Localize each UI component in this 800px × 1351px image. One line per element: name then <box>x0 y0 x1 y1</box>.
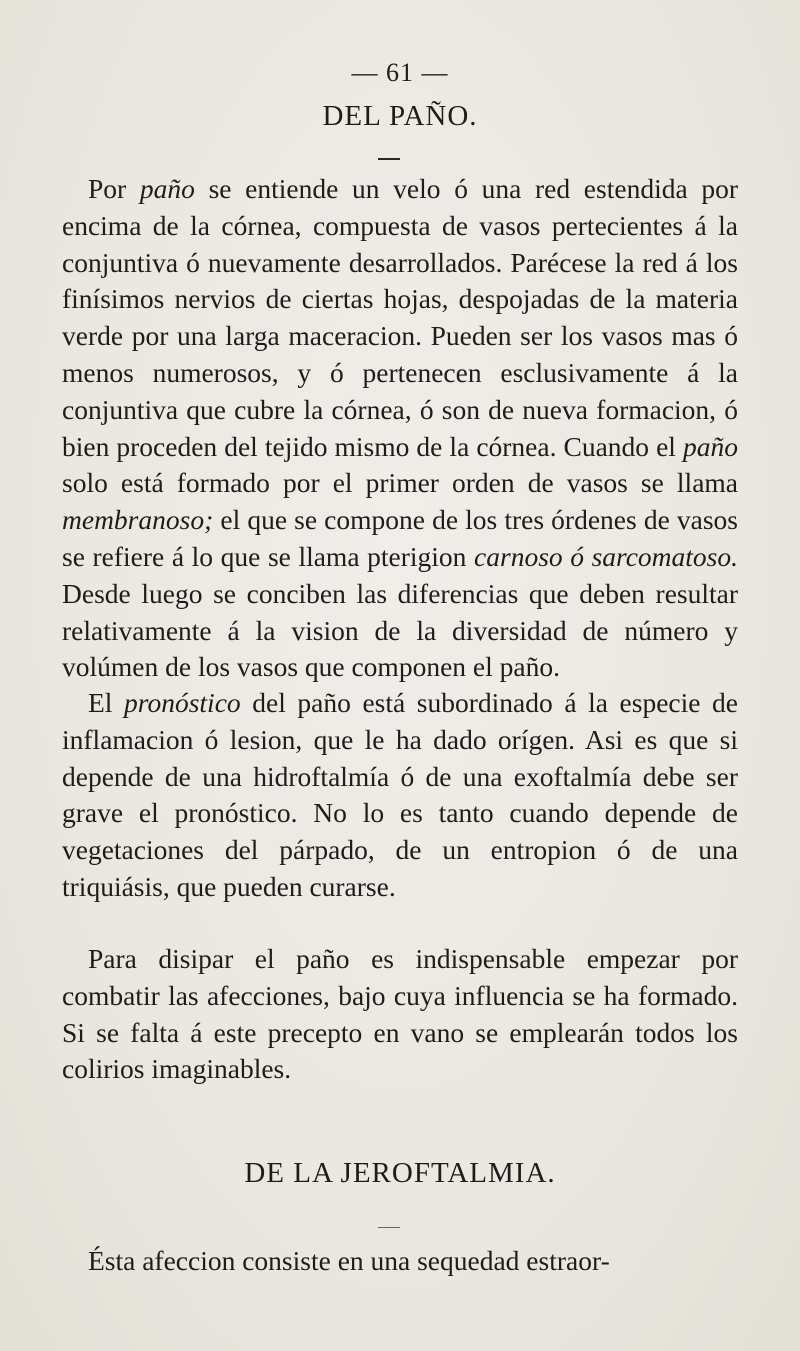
paragraph-prognosis <box>62 685 738 906</box>
text-segment: Por <box>88 173 140 204</box>
text-segment: del paño está subordinado á la especie de inflamacion ó lesion, que le ha dado orígen. Asi es que si depende de una hidroftalmía ó de una exoftalmía debe ser grave el pronóstico. No lo es tanto cuando depende de vegetaciones del párpado, de un entropion ó de una triquiásis, que pueden curarse. <box>62 687 738 902</box>
paragraph-jeroftalmia: Ésta afeccion consiste en una sequedad estraor- <box>88 1245 610 1276</box>
text-segment: solo está formado por el primer orden de vasos se llama <box>62 467 738 499</box>
text-segment: Desde luego se conciben las diferencias que deben resultar relativamente á la vision de la diversidad de número y volúmen de los vasos que componen el paño. <box>62 577 738 683</box>
text-segment: El <box>88 687 125 718</box>
italic-term: paño <box>139 173 195 204</box>
section-title-jeroftalmia: DE LA JEROFTALMIA. <box>244 1157 556 1189</box>
italic-term: membranoso; <box>62 504 214 536</box>
page-number: — 61 — <box>351 58 449 87</box>
italic-term: paño <box>683 430 738 462</box>
paragraph-definition <box>62 171 738 686</box>
italic-term: carnoso ó sarcomatoso. <box>474 540 739 572</box>
paragraph-treatment: Para disipar el paño es indispensable empezar por combatir las afecciones, bajo cuya influencia se ha formado. Si se falta á este precepto en vano se emplearán todos los colirios imaginables. <box>62 943 738 1085</box>
text-segment: el que se compone de los tres órdenes de vasos se refiere á lo que se llama pterigion <box>62 504 738 572</box>
italic-term: pronóstico <box>124 687 241 718</box>
text-segment: se entiende un velo ó una red estendida por encima de la córnea, compuesta de vasos pertecientes á la conjuntiva ó nuevamente desarrollados. Parécese la red á los finísimos nervios de ciertas hojas, despojadas de la materia verde por una larga maceracion. Pueden ser los vasos mas ó menos numerosos, y ó pertenecen esclusivamente á la conjuntiva que cubre la córnea, ó son de nueva formacion, ó bien proceden del tejido mismo de la córnea. Cuando el <box>62 173 739 462</box>
section-title-del-pano: DEL PAÑO. <box>322 100 478 132</box>
section-divider <box>378 158 400 160</box>
section-divider <box>378 1227 400 1228</box>
